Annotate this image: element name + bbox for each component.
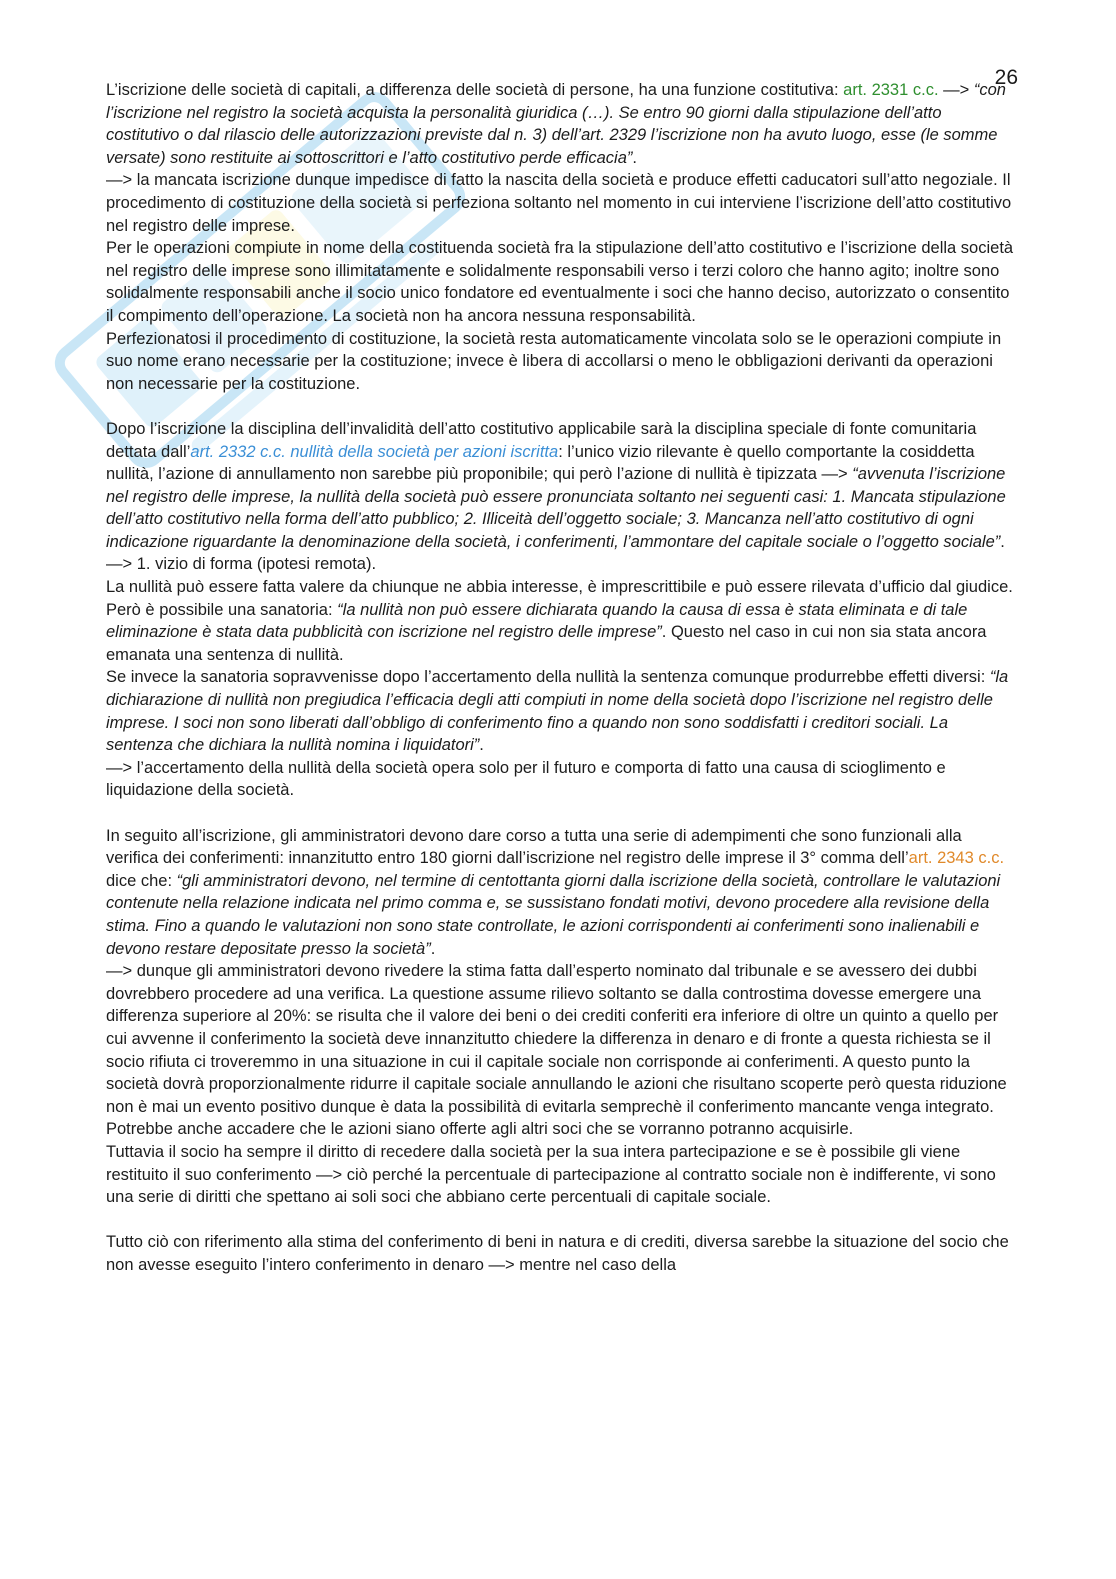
paragraph: In seguito all’iscrizione, gli amministratori devono dare corso a tutta una serie di adempimenti che sono funzionali alla verifica dei conferimenti: innanzitutto entro 180 giorni dall’iscrizione nel registro delle imprese il 3° comma dell’art. 2343 c.c. dice che: “gli amministratori devono, nel termine di centottanta giorni dalla iscrizione della società, controllare le valutazioni contenute nella relazione indicata nel primo comma e, se sussistano fondati motivi, devono procedere alla revisione della stima. Fino a quando le valutazioni non sono state controllate, le azioni corrispondenti ai conferimenti sono inalienabili e devono restare depositate presso la società”. <box>106 826 1005 958</box>
article-reference: art. 2332 c.c. nullità della società per azioni iscritta <box>190 442 559 461</box>
paragraph: Tuttavia il socio ha sempre il diritto di recedere dalla società per la sua intera partecipazione e se è possibile gli viene restituito il suo conferimento —> ciò perché la percentuale di partecipazione al contratto sociale non è indifferente, vi sono una serie di diritti che spettano ai soli soci che abbiano certe percentuali di capitale sociale. <box>106 1142 996 1207</box>
paragraph: Tutto ciò con riferimento alla stima del conferimento di beni in natura e di crediti, diversa sarebbe la situazione del socio che non avesse eseguito l’intero conferimento in denaro —> mentre nel caso della <box>106 1233 1009 1274</box>
paragraph: —> la mancata iscrizione dunque impedisce di fatto la nascita della società e produce effetti caducatori sull’atto negoziale. Il procedimento di costituzione della società si perfeziona soltanto nel momento in cui interviene l’iscrizione dell’atto costitutivo nel registro delle imprese. <box>106 171 1012 235</box>
paragraph-gap <box>106 1209 1018 1232</box>
legal-quote: “con l’iscrizione nel registro la società acquista la personalità giuridica (…). Se entro 90 giorni dalla stipulazione dell’atto costitutivo o dal rilascio delle autorizzazioni previste dal n. 3) dell’art. 2329 l’iscrizione non ha avuto luogo, esse (le somme versate) sono restituite ai sottoscrittori e l’atto costitutivo perde efficacia” <box>106 81 1006 167</box>
legal-quote: “la nullità non può essere dichiarata quando la causa di essa è stata eliminata e di tale eliminazione è stata data pubblicità con iscrizione nel registro delle imprese” <box>106 600 968 642</box>
page-number: 26 <box>994 66 1018 89</box>
paragraph: Per le operazioni compiute in nome della costituenda società fra la stipulazione dell’atto costitutivo e l’iscrizione della società nel registro delle imprese sono illimitatamente e solidalmente responsabili verso i terzi coloro che hanno agito; inoltre sono solidalmente responsabili anche il socio unico fondatore ed eventualmente i soci che hanno deciso, autorizzato o consentito il compimento dell’operazione. La società non ha ancora nessuna responsabilità. <box>106 239 1014 325</box>
legal-quote: “gli amministratori devono, nel termine di centottanta giorni dalla iscrizione della società, controllare le valutazioni contenute nella relazione indicata nel primo comma e, se sussistano fondati motivi, devono procedere alla revisione della stima. Fino a quando le valutazioni non sono state controllate, le azioni corrispondenti ai conferimenti sono inalienabili e devono restare depositate presso la società” <box>106 871 1001 958</box>
paragraph-gap <box>106 802 1018 825</box>
document-body <box>106 79 1018 1276</box>
paragraph: Potrebbe anche accadere che le azioni siano offerte agli altri soci che se vorranno potranno acquisirle. <box>106 1120 854 1139</box>
paragraph: Dopo l’iscrizione la disciplina dell’invalidità dell’atto costitutivo applicabile sarà la disciplina speciale di fonte comunitaria dettata dall’art. 2332 c.c. nullità della società per azioni iscritta: l’unico vizio rilevante è quello comportante la cosiddetta nullità, l’azione di annullamento non sarebbe più proponibile; qui però l’azione di nullità è tipizzata —> “avvenuta l’iscrizione nel registro delle imprese, la nullità della società può essere pronunciata soltanto nei seguenti casi: 1. Mancata stipulazione dell’atto costitutivo nella forma dell’atto pubblico; 2. Illiceità dell’oggetto sociale; 3. Mancanza nell’atto costitutivo di ogni indicazione riguardante la denominazione della società, i conferimenti, l’ammontare del capitale sociale o l’oggetto sociale”. <box>106 419 1006 551</box>
paragraph: La nullità può essere fatta valere da chiunque ne abbia interesse, è imprescrittibile e può essere rilevata d’ufficio dal giudice. Però è possibile una sanatoria: “la nullità non può essere dichiarata quando la causa di essa è stata eliminata e di tale eliminazione è stata data pubblicità con iscrizione nel registro delle imprese”. Questo nel caso in cui non sia stata ancora emanata una sentenza di nullità. <box>106 578 1013 664</box>
article-reference: art. 2331 c.c. <box>843 81 939 99</box>
legal-quote: “la dichiarazione di nullità non pregiudica l’efficacia degli atti compiuti in nome della società dopo l’iscrizione nel registro delle imprese. I soci non sono liberati dall’obbligo di conferimento fino a quando non sono soddisfatti i creditori sociali. La sentenza che dichiara la nullità nomina i liquidatori” <box>106 668 1009 755</box>
paragraph: —> 1. vizio di forma (ipotesi remota). <box>106 555 377 574</box>
paragraph: —> dunque gli amministratori devono rivedere la stima fatta dall’esperto nominato dal tribunale e se avessero dei dubbi dovrebbero procedere ad una verifica. La questione assume rilievo soltanto se dalla controstima dovesse emergere una differenza superiore al 20%: se risulta che il valore dei beni o dei crediti conferiti era inferiore di oltre un quinto a quello per cui avvenne il conferimento la società deve innanzitutto chiedere la differenza in denaro e di fronte a questa richiesta se il socio rifiuta ci troveremmo in una situazione in cui il capitale sociale non corrisponde ai conferimenti. A questo punto la società dovrà proporzionalmente ridurre il capitale sociale annullando le azioni che risultano scoperte però questa riduzione non è mai un evento positivo dunque è data la possibilità di evitarla semprechè il conferimento mancante venga integrato. <box>106 962 1007 1116</box>
paragraph: Se invece la sanatoria sopravvenisse dopo l’accertamento della nullità la sentenza comunque produrrebbe effetti diversi: “la dichiarazione di nullità non pregiudica l’efficacia degli atti compiuti in nome della società dopo l’iscrizione nel registro delle imprese. I soci non sono liberati dall’obbligo di conferimento fino a quando non sono soddisfatti i creditori sociali. La sentenza che dichiara la nullità nomina i liquidatori”. <box>106 668 1009 755</box>
article-reference: art. 2343 c.c. <box>908 849 1005 868</box>
paragraph-gap <box>106 395 1018 418</box>
paragraph: L’iscrizione delle società di capitali, a differenza delle società di persone, ha una funzione costitutiva: art. 2331 c.c. —> “con l’iscrizione nel registro la società acquista la personalità giuridica (…). Se entro 90 giorni dalla stipulazione dell’atto costitutivo o dal rilascio delle autorizzazioni previste dal n. 3) dell’art. 2329 l’iscrizione non ha avuto luogo, esse (le somme versate) sono restituite ai sottoscrittori e l’atto costitutivo perde efficacia”. <box>106 81 1006 167</box>
paragraph: —> l’accertamento della nullità della società opera solo per il futuro e comporta di fatto una causa di scioglimento e liquidazione della società. <box>106 758 946 800</box>
paragraph: Perfezionatosi il procedimento di costituzione, la società resta automaticamente vincolata solo se le operazioni compiute in suo nome erano necessarie per la costituzione; invece è libera di accollarsi o meno le obbligazioni derivanti da operazioni non necessarie per la costituzione. <box>106 329 1002 393</box>
legal-quote: “avvenuta l’iscrizione nel registro delle imprese, la nullità della società può essere pronunciata soltanto nei seguenti casi: 1. Mancata stipulazione dell’atto costitutivo nella forma dell’atto pubblico; 2. Illiceità dell’oggetto sociale; 3. Mancanza nell’atto costitutivo di ogni indicazione riguardante la denominazione della società, i conferimenti, l’ammontare del capitale sociale o l’oggetto sociale” <box>106 465 1006 551</box>
